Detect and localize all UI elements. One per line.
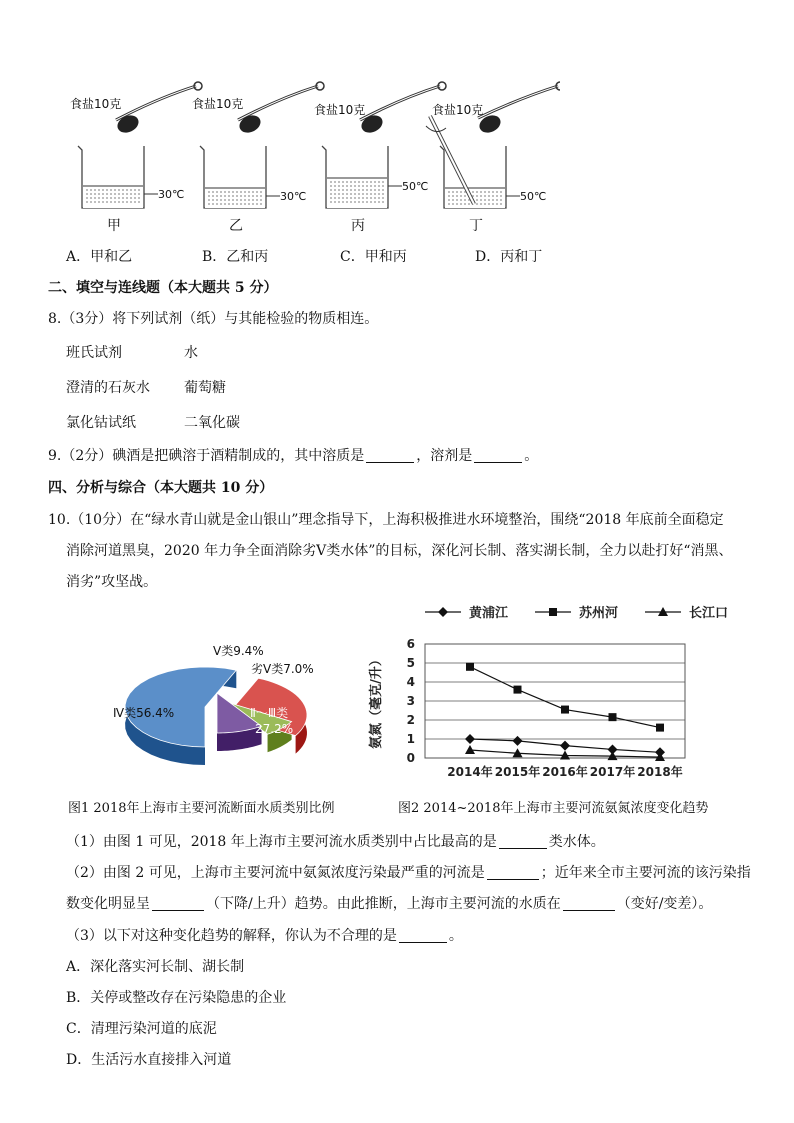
q7-option-b: B．乙和丙 bbox=[202, 249, 269, 265]
beaker-name: 丙 bbox=[351, 218, 365, 234]
beaker-3 bbox=[314, 82, 446, 234]
beaker-name: 甲 bbox=[107, 218, 121, 234]
y-tick-label: 2 bbox=[406, 713, 415, 727]
x-tick-label: 2018年 bbox=[637, 765, 683, 779]
beaker-name: 丁 bbox=[469, 218, 483, 234]
q10-option-a: A．深化落实河长制、湖长制 bbox=[66, 959, 245, 975]
spoon-handle bbox=[360, 86, 440, 120]
q10-option-c: C．清理污染河道的底泥 bbox=[66, 1021, 217, 1037]
water bbox=[445, 188, 505, 208]
pie-label-iv: Ⅳ类56.4% bbox=[113, 706, 175, 720]
q8-right-3: 二氧化碳 bbox=[184, 415, 240, 431]
q10-sub-3-text-a: （3）以下对这种变化趋势的解释，你认为不合理的是 bbox=[66, 928, 397, 944]
fig2-caption: 图2 2014~2018年上海市主要河流氨氮浓度变化趋势 bbox=[398, 801, 709, 816]
pie-label-ii-iii-pct: 27.2% bbox=[255, 722, 294, 736]
y-tick-label: 0 bbox=[406, 751, 415, 765]
q10-blank-3[interactable] bbox=[152, 896, 204, 911]
data-point bbox=[514, 686, 522, 694]
q7-option-d: D．丙和丁 bbox=[475, 249, 543, 265]
salt-label: 食盐10克 bbox=[70, 97, 122, 111]
y-tick-label: 5 bbox=[406, 656, 415, 670]
y-tick-label: 1 bbox=[406, 732, 415, 746]
q10-option-d: D．生活污水直接排入河道 bbox=[66, 1052, 232, 1068]
beaker-4 bbox=[426, 82, 560, 234]
q10-blank-2[interactable] bbox=[487, 865, 539, 880]
pie-chart bbox=[95, 635, 370, 775]
q8-left-3: 氯化钴试纸 bbox=[66, 415, 136, 431]
q10-blank-5[interactable] bbox=[399, 928, 447, 943]
q10-sub-1-text-b: 类水体。 bbox=[548, 834, 605, 850]
y-tick-label: 4 bbox=[406, 675, 415, 689]
q10-option-b: B．关停或整改存在污染隐患的企业 bbox=[66, 990, 287, 1006]
q8-left-1: 班氏试剂 bbox=[66, 345, 122, 361]
legend-marker bbox=[438, 607, 448, 617]
q10-sub-2-text-b: ；近年来全市主要河流的该污染指 bbox=[540, 865, 751, 881]
q10-sub-2-text-e: （变好/变差）。 bbox=[616, 896, 713, 912]
temp-label: 30℃ bbox=[158, 188, 185, 201]
q7-option-a: A．甲和乙 bbox=[66, 249, 133, 265]
q10-sub-3 bbox=[66, 925, 463, 945]
q10-sub-2-cont bbox=[66, 893, 712, 913]
q7-option-c: C．甲和丙 bbox=[340, 249, 407, 265]
water bbox=[83, 186, 143, 208]
q9-text-3: 。 bbox=[524, 448, 539, 464]
x-tick-label: 2015年 bbox=[494, 765, 541, 779]
spoon-bowl-salt bbox=[237, 112, 264, 136]
q10-line-3: 消劣”攻坚战。 bbox=[66, 574, 158, 590]
data-point bbox=[656, 724, 664, 732]
q10-blank-1[interactable] bbox=[499, 834, 547, 849]
pie-label-ii-iii: Ⅱ～Ⅲ类 bbox=[250, 706, 289, 720]
salt-label: 食盐10克 bbox=[314, 103, 366, 117]
q10-sub-1 bbox=[66, 831, 605, 851]
y-axis-label: 氨氮（毫克/升） bbox=[369, 653, 384, 749]
data-point bbox=[609, 713, 617, 721]
q10-blank-4[interactable] bbox=[563, 896, 615, 911]
q10-sub-2-text-d: （下降/上升）趋势。由此推断，上海市主要河流的水质在 bbox=[206, 896, 561, 912]
pie-label-v: Ⅴ类9.4% bbox=[213, 644, 264, 658]
q9 bbox=[48, 445, 538, 465]
q8-right-2: 葡萄糖 bbox=[184, 380, 226, 396]
legend-marker bbox=[549, 608, 557, 616]
legend-label: 苏州河 bbox=[579, 606, 619, 621]
temp-label: 50℃ bbox=[402, 180, 429, 193]
x-tick-label: 2014年 bbox=[447, 765, 493, 779]
beaker-1 bbox=[70, 82, 202, 234]
line-chart bbox=[355, 598, 755, 783]
q9-blank-solvent[interactable] bbox=[474, 448, 522, 463]
data-point bbox=[561, 706, 569, 714]
q10-sub-3-text-b: 。 bbox=[448, 928, 463, 944]
temp-label: 30℃ bbox=[280, 190, 307, 203]
q9-text-2: ，溶剂是 bbox=[416, 448, 473, 464]
x-tick-label: 2016年 bbox=[542, 765, 588, 779]
q8-right-1: 水 bbox=[184, 345, 198, 361]
beaker-2 bbox=[192, 82, 324, 234]
legend-label: 黄浦江 bbox=[469, 606, 509, 621]
q10-sub-2-text-c: 数变化明显呈 bbox=[66, 896, 150, 912]
spoon-handle bbox=[478, 86, 558, 118]
spoon-handle bbox=[116, 86, 196, 120]
x-tick-label: 2017年 bbox=[589, 765, 636, 779]
q10-sub-2 bbox=[66, 862, 751, 882]
pie-label-inferior-v: 劣Ⅴ类7.0% bbox=[251, 662, 314, 676]
y-tick-label: 6 bbox=[406, 637, 415, 651]
salt-label: 食盐10克 bbox=[432, 103, 484, 117]
q9-text-1: 9.（2分）碘酒是把碘溶于酒精制成的，其中溶质是 bbox=[48, 448, 365, 464]
section-4-title: 四、分析与综合（本大题共 10 分） bbox=[48, 480, 274, 496]
q8-stem: 8.（3分）将下列试剂（纸）与其能检验的物质相连。 bbox=[48, 311, 379, 327]
q10-line-2: 消除河道黑臭，2020 年力争全面消除劣Ⅴ类水体”的目标，深化河长制、落实湖长制，全力以赴打好“消黑、 bbox=[66, 543, 733, 559]
y-tick-label: 3 bbox=[406, 694, 415, 708]
fig1-caption: 图1 2018年上海市主要河流断面水质类别比例 bbox=[68, 801, 335, 816]
water bbox=[327, 178, 387, 208]
q10-line-1: 10.（10分）在“绿水青山就是金山银山”理念指导下，上海积极推进水环境整治，围绕“2018 年底前全面稳定 bbox=[48, 512, 724, 528]
spoon-handle bbox=[238, 86, 318, 120]
q10-sub-2-text-a: （2）由图 2 可见，上海市主要河流中氨氮浓度污染最严重的河流是 bbox=[66, 865, 485, 881]
q9-blank-solute[interactable] bbox=[366, 448, 414, 463]
salt-label: 食盐10克 bbox=[192, 97, 244, 111]
water bbox=[205, 188, 265, 208]
spoon-bowl-salt bbox=[115, 112, 142, 136]
temp-label: 50℃ bbox=[520, 190, 547, 203]
section-2-title: 二、填空与连线题（本大题共 5 分） bbox=[48, 280, 278, 296]
q10-sub-1-text-a: （1）由图 1 可见，2018 年上海市主要河流水质类别中占比最高的是 bbox=[66, 834, 497, 850]
q8-left-2: 澄清的石灰水 bbox=[66, 380, 150, 396]
beaker-figure bbox=[60, 78, 560, 238]
beaker-name: 乙 bbox=[229, 218, 243, 234]
legend-label: 长江口 bbox=[689, 606, 729, 621]
data-point bbox=[466, 663, 474, 671]
